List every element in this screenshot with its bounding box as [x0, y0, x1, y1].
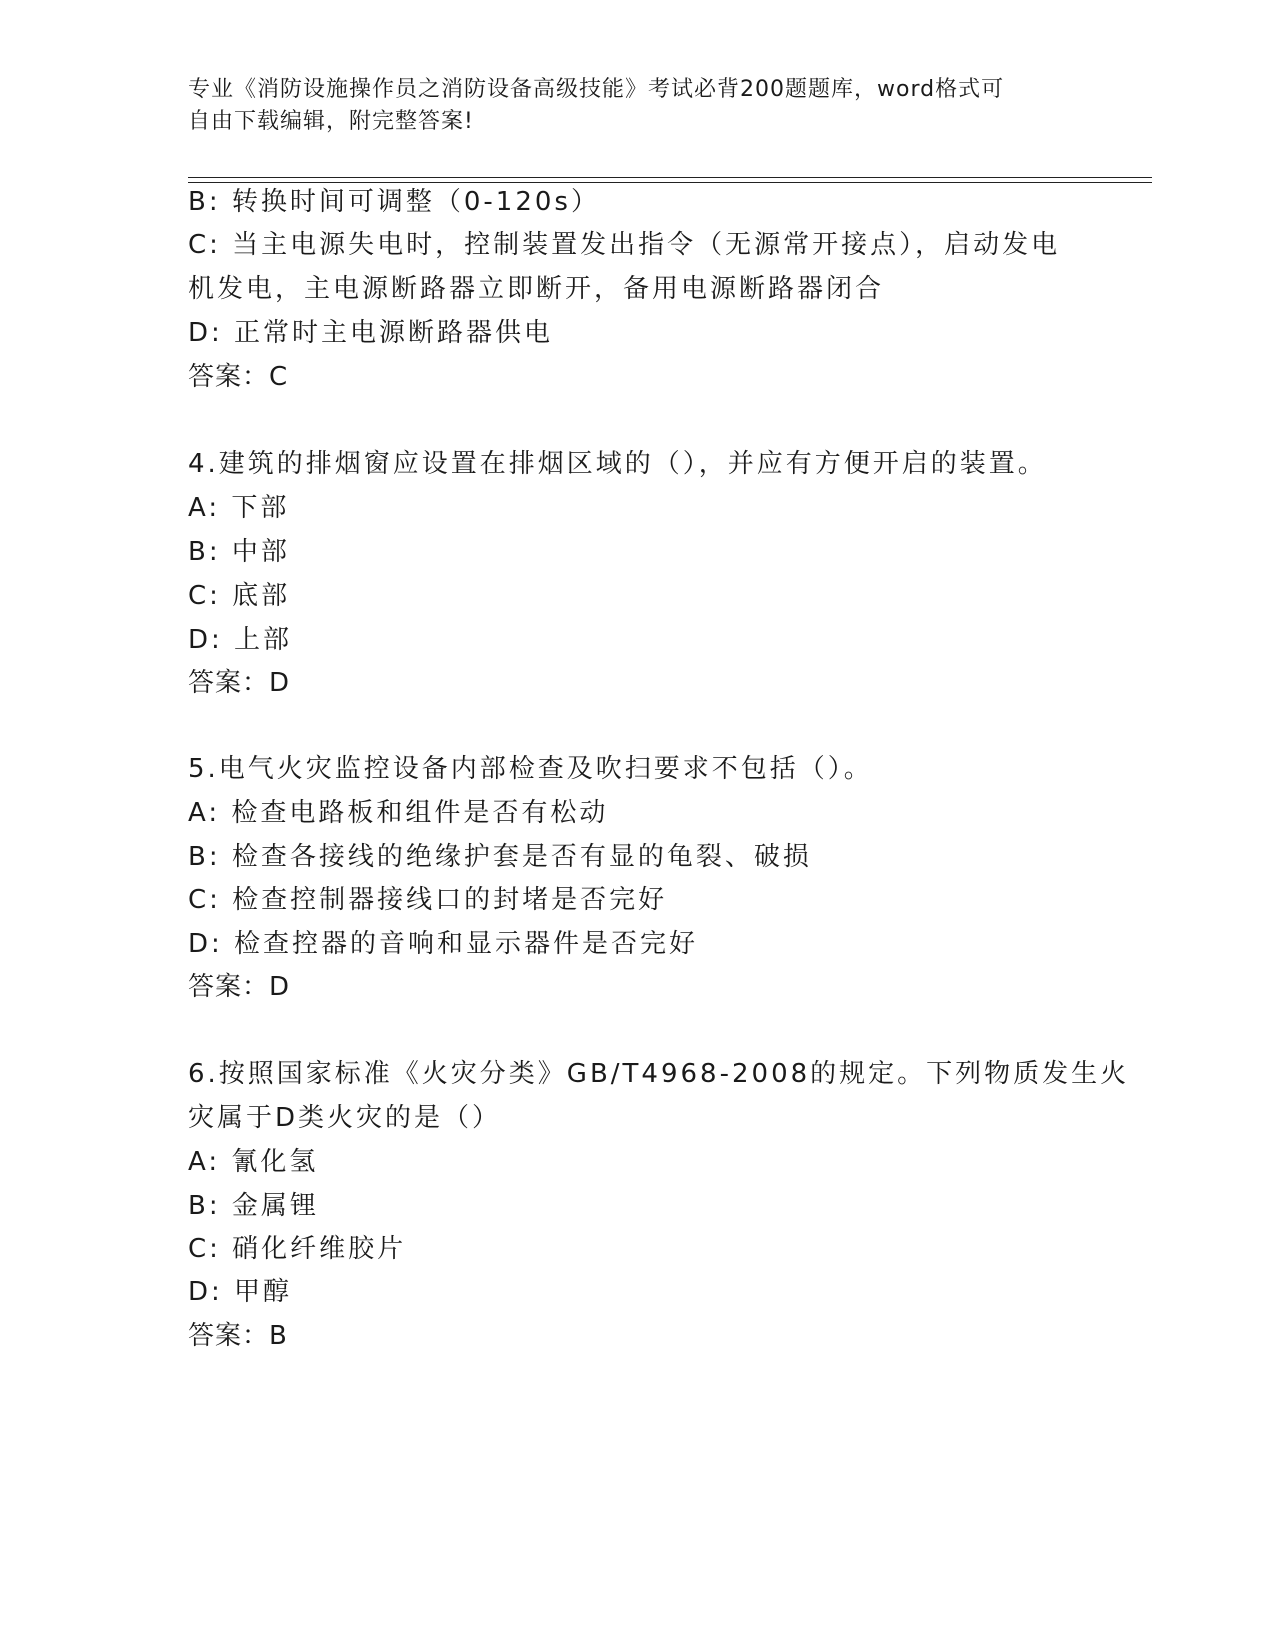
header-divider-bottom	[188, 182, 1152, 183]
q6-answer: 答案：B	[188, 1321, 288, 1351]
q3-option-b: B: 转换时间可调整（0-120s）	[188, 187, 600, 217]
q6-option-b: B: 金属锂	[188, 1191, 319, 1221]
q3-option-d: D: 正常时主电源断路器供电	[188, 318, 554, 348]
q3-option-c-line1: C: 当主电源失电时，控制装置发出指令（无源常开接点），启动发电	[188, 230, 1061, 260]
q6-stem-line2: 灾属于D类火灾的是（）	[188, 1103, 502, 1133]
q4-answer: 答案：D	[188, 668, 291, 698]
q5-answer: 答案：D	[188, 972, 291, 1002]
q5-option-c: C: 检查控制器接线口的封堵是否完好	[188, 885, 668, 915]
q6-option-d: D: 甲醇	[188, 1277, 293, 1307]
q6-stem-line1: 6.按照国家标准《火灾分类》GB/T4968-2008的规定。下列物质发生火	[188, 1059, 1130, 1089]
q4-option-a: A: 下部	[188, 493, 290, 523]
q5-option-a: A: 检查电路板和组件是否有松动	[188, 798, 609, 828]
header-line-2: 自由下载编辑，附完整答案!	[188, 109, 474, 134]
q4-option-c: C: 底部	[188, 581, 291, 611]
q6-option-a: A: 氰化氢	[188, 1147, 319, 1177]
q5-stem: 5.电气火灾监控设备内部检查及吹扫要求不包括（）。	[188, 754, 873, 784]
q3-option-c-line2: 机发电，主电源断路器立即断开，备用电源断路器闭合	[188, 274, 885, 304]
q3-answer: 答案：C	[188, 362, 289, 392]
q4-stem: 4.建筑的排烟窗应设置在排烟区域的（），并应有方便开启的装置。	[188, 449, 1047, 479]
q4-option-d: D: 上部	[188, 625, 293, 655]
q5-option-b: B: 检查各接线的绝缘护套是否有显的龟裂、破损	[188, 842, 812, 872]
header-line-1: 专业《消防设施操作员之消防设备高级技能》考试必背200题题库，word格式可	[188, 77, 1005, 102]
q5-option-d: D: 检查控器的音响和显示器件是否完好	[188, 929, 699, 959]
header-divider-top	[188, 177, 1152, 178]
q4-option-b: B: 中部	[188, 537, 290, 567]
q6-option-c: C: 硝化纤维胶片	[188, 1234, 407, 1264]
document-header	[188, 74, 1088, 138]
